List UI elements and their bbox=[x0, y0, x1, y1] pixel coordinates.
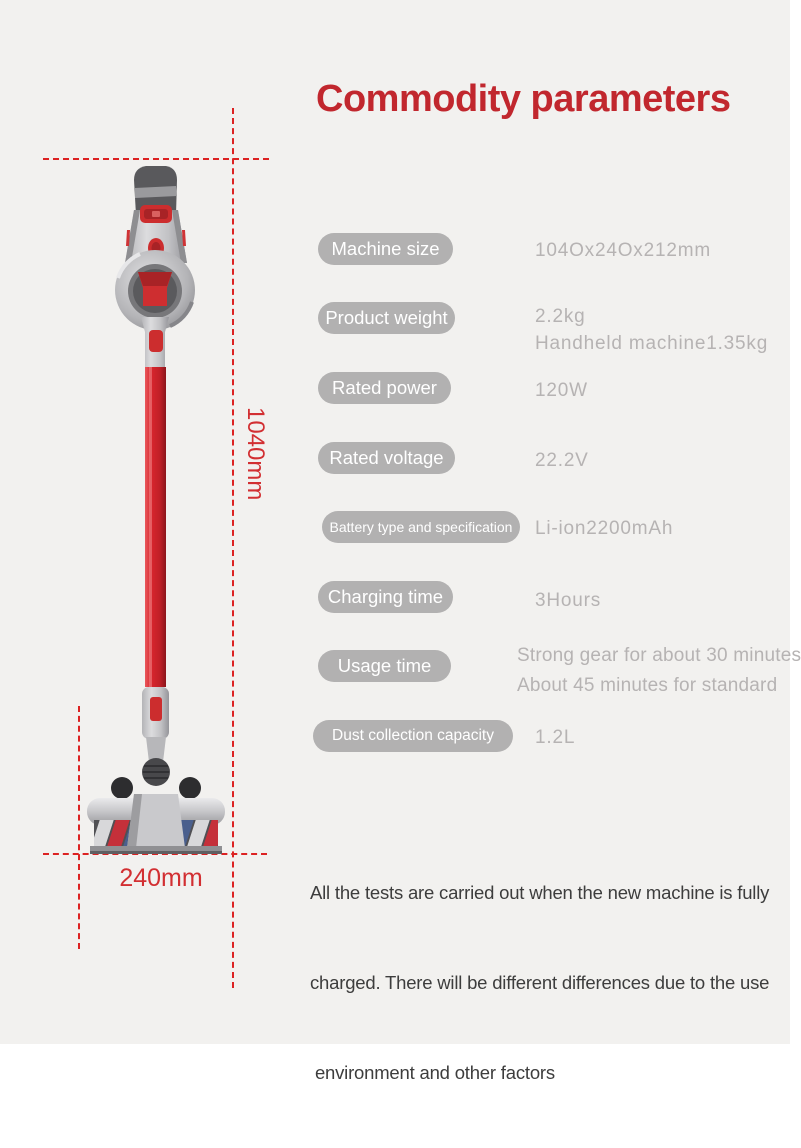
param-value: 120W bbox=[535, 380, 588, 401]
param-value: 3Hours bbox=[535, 590, 602, 611]
param-label-pill: Product weight bbox=[318, 302, 455, 334]
vacuum-top-button bbox=[140, 205, 172, 223]
param-value: Li-ion2200mAh bbox=[535, 518, 674, 539]
param-row-machine-size bbox=[318, 233, 790, 295]
param-row-rated-voltage bbox=[318, 442, 790, 504]
param-row-rated-power bbox=[318, 372, 790, 434]
param-row-charging-time bbox=[318, 581, 790, 643]
param-label-pill: Charging time bbox=[318, 581, 453, 613]
note-line: All the tests are carried out when the new machine is fully bbox=[310, 882, 770, 903]
param-label-pill: Battery type and specification bbox=[322, 511, 520, 543]
param-label-pill: Rated power bbox=[318, 372, 451, 404]
vacuum-product-image bbox=[70, 160, 240, 860]
param-row-product-weight bbox=[318, 302, 790, 364]
height-dimension-label: 1040mm bbox=[242, 407, 269, 501]
param-label-pill: Usage time bbox=[318, 650, 451, 682]
param-label-pill: Machine size bbox=[318, 233, 453, 265]
test-conditions-note bbox=[310, 818, 769, 1148]
vacuum-tube bbox=[141, 317, 169, 687]
note-line: charged. There will be different differences due to the use bbox=[310, 972, 770, 993]
width-dimension-label: 240mm bbox=[119, 864, 203, 892]
param-value: 22.2V bbox=[535, 450, 589, 471]
param-label-pill: Dust collection capacity bbox=[313, 720, 513, 752]
param-value: 104Ox24Ox212mm bbox=[535, 240, 711, 261]
param-label-pill: Rated voltage bbox=[318, 442, 455, 474]
vacuum-handheld-unit bbox=[115, 166, 195, 330]
note-line: environment and other factors bbox=[310, 1062, 555, 1083]
param-value: Strong gear for about 30 minutes About 45 minutes for standard bbox=[517, 645, 801, 696]
param-row-usage-time bbox=[318, 645, 801, 712]
page-title: Commodity parameters bbox=[316, 78, 731, 120]
param-value: 1.2L bbox=[535, 727, 576, 748]
parameter-list bbox=[318, 233, 801, 793]
param-row-battery-type bbox=[318, 511, 790, 573]
param-value: 2.2kg Handheld machine1.35kg bbox=[535, 306, 769, 354]
param-row-dust-capacity bbox=[318, 720, 790, 782]
vacuum-floor-head bbox=[87, 687, 227, 854]
